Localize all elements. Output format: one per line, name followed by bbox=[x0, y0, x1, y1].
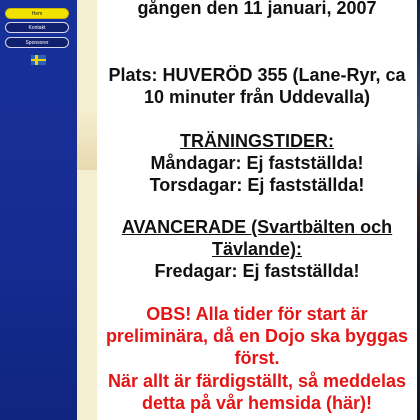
advanced-heading-text-1: AVANCERADE (Svartbälten och bbox=[121, 217, 393, 237]
nav-button-contact[interactable]: Kontakt bbox=[5, 22, 69, 33]
thursday-schedule: Torsdagar: Ej fastställda! bbox=[149, 175, 365, 195]
sidebar bbox=[0, 0, 77, 420]
swedish-flag-icon[interactable] bbox=[31, 55, 46, 65]
content-border-shade bbox=[77, 110, 97, 170]
notice-line-3: först. bbox=[234, 348, 280, 368]
notice-line-5: detta på vår hemsida (här)! bbox=[141, 393, 373, 413]
advanced-heading-text-2: Tävlande): bbox=[211, 239, 303, 259]
notice-line-1: OBS! Alla tider för start är bbox=[146, 304, 368, 324]
advanced-heading-line-1 bbox=[100, 216, 414, 238]
nav-button-sponsors[interactable]: Sponsorer bbox=[5, 37, 69, 48]
location-line-1: Plats: HUVERÖD 355 (Lane-Ryr, ca bbox=[108, 65, 406, 85]
advanced-heading-line-2 bbox=[100, 238, 414, 260]
notice-line-4: När allt är färdigställt, så meddelas bbox=[107, 371, 407, 391]
friday-schedule: Fredagar: Ej fastställda! bbox=[154, 261, 360, 281]
location-line-2: 10 minuter från Uddevalla) bbox=[143, 87, 371, 107]
date-line: gången den 11 januari, 2007 bbox=[137, 0, 377, 18]
nav-button-home[interactable]: Hem bbox=[5, 8, 69, 19]
content-border-left bbox=[77, 0, 97, 420]
monday-schedule: Måndagar: Ej fastställda! bbox=[150, 153, 364, 173]
flag-cross-horizontal bbox=[31, 59, 46, 61]
training-heading-text: TRÄNINGSTIDER: bbox=[180, 131, 334, 151]
training-heading bbox=[100, 130, 414, 152]
notice-line-2: preliminära, då en Dojo ska byggas bbox=[105, 326, 409, 346]
